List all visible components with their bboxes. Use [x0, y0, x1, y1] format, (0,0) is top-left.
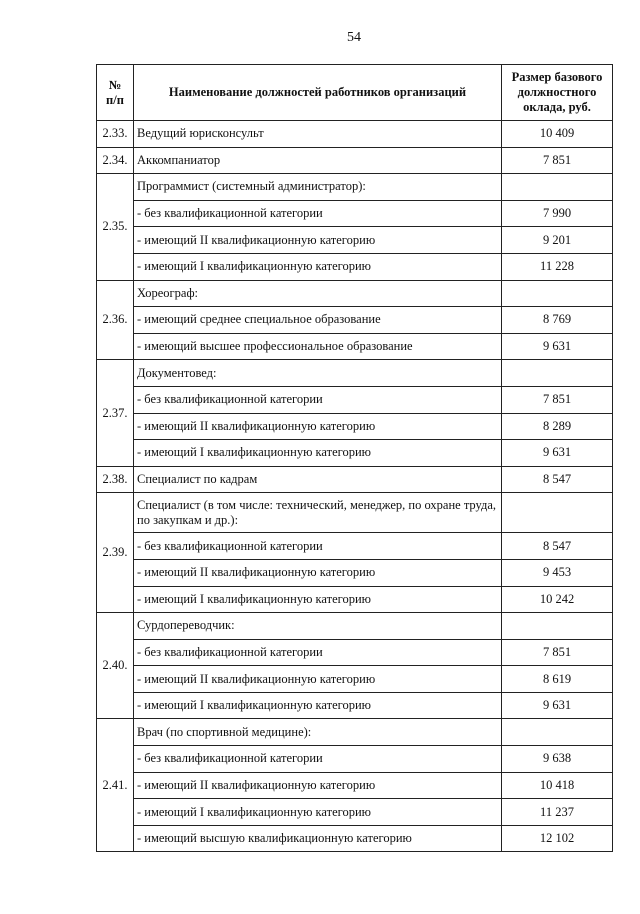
- table-row: [97, 227, 613, 254]
- position-name: Документовед:: [134, 360, 502, 387]
- table-row: [97, 440, 613, 467]
- table-row: [97, 413, 613, 440]
- salary-amount: 7 851: [502, 147, 613, 174]
- table-row: [97, 174, 613, 201]
- salary-amount: 8 289: [502, 413, 613, 440]
- position-name: - без квалификационной категории: [134, 386, 502, 413]
- position-name: - имеющий I квалификационную категорию: [134, 692, 502, 719]
- table-row: [97, 360, 613, 387]
- salary-amount: 12 102: [502, 825, 613, 852]
- position-name: - без квалификационной категории: [134, 200, 502, 227]
- header-number: № п/п: [97, 65, 134, 121]
- row-number: 2.40.: [97, 613, 134, 719]
- position-name: - имеющий II квалификационную категорию: [134, 227, 502, 254]
- page-number: 54: [347, 30, 361, 45]
- salary-amount: 9 638: [502, 746, 613, 773]
- position-name: Сурдопереводчик:: [134, 613, 502, 640]
- table-body: [97, 121, 613, 852]
- salary-amount: 10 409: [502, 121, 613, 148]
- salary-amount: 8 619: [502, 666, 613, 693]
- position-name: Специалист (в том числе: технический, менеджер, по охране труда, по закупкам и др.):: [134, 493, 502, 533]
- position-name: - имеющий II квалификационную категорию: [134, 413, 502, 440]
- position-name: - имеющий I квалификационную категорию: [134, 586, 502, 613]
- salary-amount: 7 851: [502, 386, 613, 413]
- salary-amount: 8 547: [502, 533, 613, 560]
- salary-amount: [502, 493, 613, 533]
- salary-amount: [502, 174, 613, 201]
- table-row: [97, 333, 613, 360]
- position-name: - без квалификационной категории: [134, 746, 502, 773]
- salary-amount: 9 453: [502, 559, 613, 586]
- salary-amount: 7 990: [502, 200, 613, 227]
- salary-amount: 9 631: [502, 440, 613, 467]
- salary-amount: 10 418: [502, 772, 613, 799]
- salary-amount: 10 242: [502, 586, 613, 613]
- table-row: [97, 639, 613, 666]
- row-number: 2.34.: [97, 147, 134, 174]
- row-number: 2.33.: [97, 121, 134, 148]
- table-row: [97, 559, 613, 586]
- table-row: [97, 666, 613, 693]
- position-name: - имеющий I квалификационную категорию: [134, 253, 502, 280]
- position-name: - имеющий II квалификационную категорию: [134, 772, 502, 799]
- row-number: 2.35.: [97, 174, 134, 280]
- position-name: - имеющий высшее профессиональное образование: [134, 333, 502, 360]
- table-row: [97, 799, 613, 826]
- salary-amount: 8 769: [502, 307, 613, 334]
- table-row: [97, 772, 613, 799]
- header-position-name: Наименование должностей работников организаций: [134, 65, 502, 121]
- table-row: [97, 613, 613, 640]
- row-number: 2.38.: [97, 466, 134, 493]
- position-name: - без квалификационной категории: [134, 533, 502, 560]
- position-name: Ведущий юрисконсульт: [134, 121, 502, 148]
- salary-amount: [502, 360, 613, 387]
- table-row: [97, 466, 613, 493]
- position-name: - имеющий II квалификационную категорию: [134, 666, 502, 693]
- header-salary: Размер базового должностного оклада, руб.: [502, 65, 613, 121]
- row-number: 2.36.: [97, 280, 134, 360]
- salary-amount: [502, 719, 613, 746]
- position-name: - без квалификационной категории: [134, 639, 502, 666]
- position-name: - имеющий высшую квалификационную категорию: [134, 825, 502, 852]
- table-row: [97, 280, 613, 307]
- position-name: Врач (по спортивной медицине):: [134, 719, 502, 746]
- position-name: Специалист по кадрам: [134, 466, 502, 493]
- table-row: [97, 825, 613, 852]
- position-name: - имеющий I квалификационную категорию: [134, 440, 502, 467]
- salary-amount: 11 228: [502, 253, 613, 280]
- salary-amount: 11 237: [502, 799, 613, 826]
- salary-amount: [502, 280, 613, 307]
- position-name: - имеющий II квалификационную категорию: [134, 559, 502, 586]
- table-row: [97, 121, 613, 148]
- table-row: [97, 493, 613, 533]
- salary-amount: 9 201: [502, 227, 613, 254]
- salary-amount: 8 547: [502, 466, 613, 493]
- position-name: - имеющий среднее специальное образование: [134, 307, 502, 334]
- salary-amount: 7 851: [502, 639, 613, 666]
- salary-amount: 9 631: [502, 333, 613, 360]
- salary-amount: [502, 613, 613, 640]
- position-name: Хореограф:: [134, 280, 502, 307]
- position-name: - имеющий I квалификационную категорию: [134, 799, 502, 826]
- row-number: 2.41.: [97, 719, 134, 852]
- table-row: [97, 586, 613, 613]
- row-number: 2.39.: [97, 493, 134, 613]
- table-row: [97, 253, 613, 280]
- table-row: [97, 719, 613, 746]
- table-row: [97, 200, 613, 227]
- table-header-row: [97, 65, 613, 121]
- salary-amount: 9 631: [502, 692, 613, 719]
- table-row: [97, 386, 613, 413]
- salary-table: [96, 64, 613, 852]
- table-row: [97, 307, 613, 334]
- table-row: [97, 533, 613, 560]
- table-row: [97, 147, 613, 174]
- position-name: Аккомпаниатор: [134, 147, 502, 174]
- table-row: [97, 692, 613, 719]
- table-row: [97, 746, 613, 773]
- row-number: 2.37.: [97, 360, 134, 466]
- position-name: Программист (системный администратор):: [134, 174, 502, 201]
